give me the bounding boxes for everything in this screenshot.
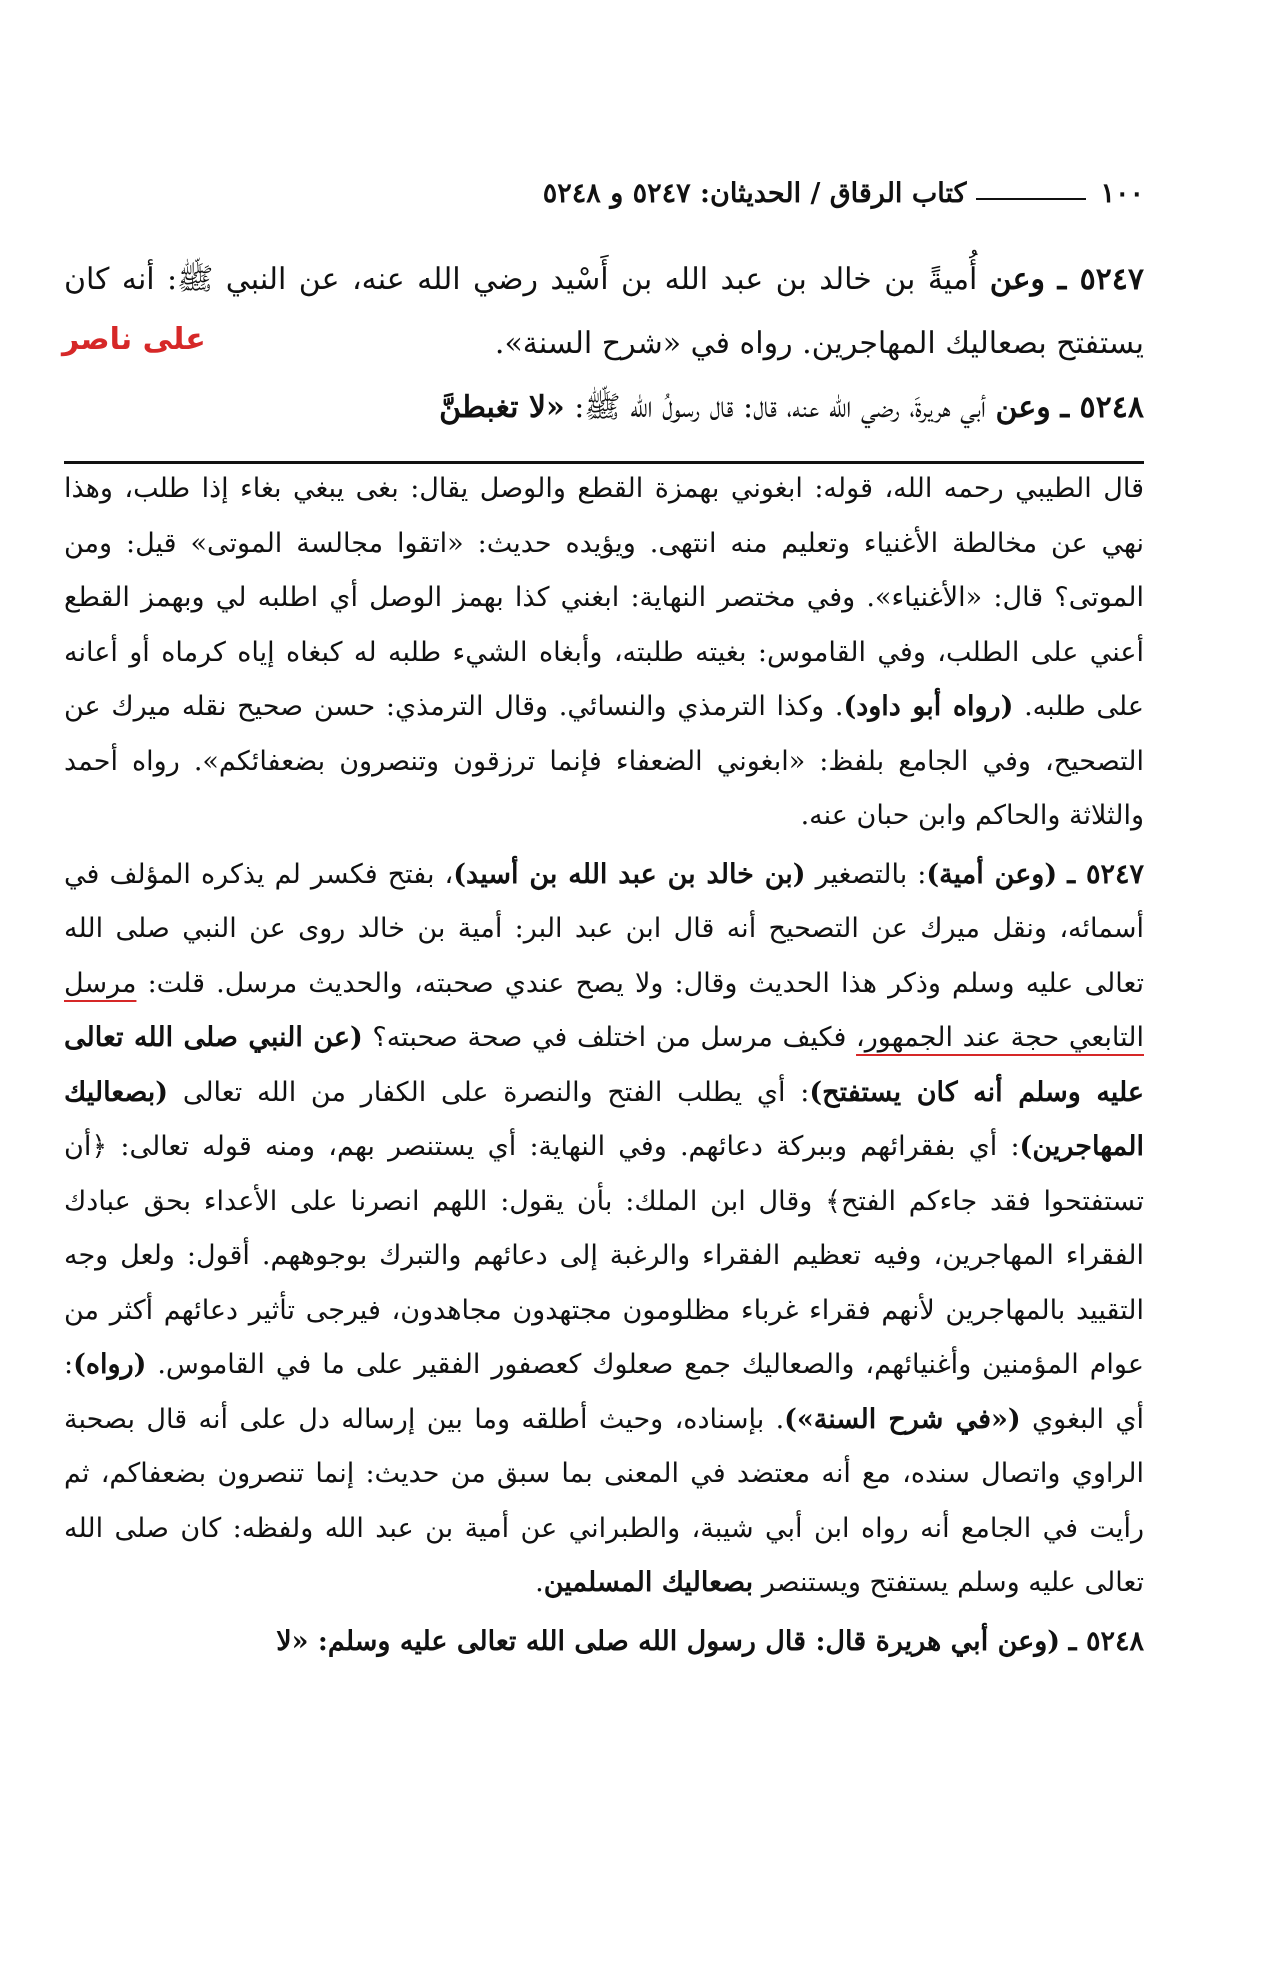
commentary-text: : أي البغوي [64,1349,1144,1435]
hadith-quote: «لا تغبطنَّ [439,390,565,425]
commentary-bold: («في شرح السنة») [784,1403,1021,1435]
commentary-text: فكيف مرسل من اختلف في صحة صحبته؟ [372,1022,847,1053]
commentary-bold: (بصعاليك المهاجرين) [64,1076,1144,1162]
hadith-lead: وعن [989,262,1046,297]
page-number: ١٠٠ [1100,177,1144,209]
commentary-bold: بصعاليك المسلمين [543,1567,754,1598]
commentary-text: . بإسناده، وحيث أطلقه وما بين إرساله دل على أنه قال بصحبة الراوي واتصال سنده، مع أنه معتضد في المعنى بما سبق من حديث: إنما تنصرون بضعفاكم، ثم رأيت في الجامع أنه رواه ابن أبي شيبة، والطبراني عن أمية بن عبد الله ولفظه: كان صلى الله تعالى عليه وسلم يستفتح ويستنصر [64,1403,1144,1598]
header-title: كتاب الرقاق / الحديثان: ٥٢٤٧ و ٥٢٤٨ [542,177,967,209]
commentary-intro [64,462,1144,844]
commentary [64,462,1144,1669]
hadith-5247 [64,248,1144,376]
commentary-text: : أي يطلب الفتح والنصرة على الكفار من الله تعالى [182,1076,810,1108]
commentary-number: ٥٢٤٨ ـ [1068,1625,1144,1657]
commentary-bold: (وعن أبي هريرة قال: قال رسول الله صلى الله تعالى عليه وسلم: «لا [276,1625,1061,1657]
commentary-bold: (رواه) [73,1349,147,1380]
commentary-bold: (رواه أبو داود) [843,691,1014,722]
header-rule [976,198,1086,200]
commentary-text: . [535,1567,544,1598]
hadith-5248 [64,376,1144,440]
hadith-number: ٥٢٤٨ ـ [1060,390,1144,425]
hadith-number: ٥٢٤٧ ـ [1057,262,1145,297]
commentary-text: . وكذا الترمذي والنسائي. وقال الترمذي: حسن صحيح نقله ميرك عن التصحيح، وفي الجامع بلفظ: «ابغوني الضعفاء فإنما ترزقون وتنصرون بضعفائكم». رواه أحمد والثلاثة والحاكم وابن حبان عنه. [64,691,1144,831]
commentary-text: ، بفتح فكسر لم يذكره المؤلف في أسمائه، ونقل ميرك عن التصحيح أنه قال ابن عبد البر: أمية بن خالد روى عن النبي صلى الله تعالى عليه وسلم وذكر هذا الحديث وقال: ولا يصح عندي صحبته، والحديث مرسل. قلت: [64,858,1144,999]
hadith-lead: وعن [995,390,1051,425]
commentary-5248 [64,1615,1144,1670]
handwritten-signature: على ناصر [62,322,206,357]
commentary-number: ٥٢٤٧ ـ [1067,858,1144,890]
commentary-bold: (عن النبي صلى الله تعالى عليه وسلم أنه كان يستفتح) [64,1022,1144,1108]
running-header [64,168,1144,218]
commentary-text: : أي بفقرائهم وببركة دعائهم. وفي النهاية: أي يستنصر بهم، ومنه قوله تعالى: ﴿أن تستفتحوا فقد جاءكم الفتح﴾ وقال ابن الملك: بأن يقول: اللهم انصرنا على الأعداء بحق عبادك الفقراء المهاجرين، وفيه تعظيم الفقراء والرغبة إلى دعائهم والتبرك بوجوههم. أقول: ولعل وجه التقييد بالمهاجرين لأنهم فقراء غرباء مظلومون مجتهدون مجاهدون، فيرجى تأثير دعائهم أكثر من عوام المؤمنين وأغنيائهم، والصعاليك جمع صعلوك كعصفور الفقير على ما في القاموس. [64,1131,1144,1380]
commentary-5247 [64,848,1144,1611]
commentary-text: : بالتصغير [815,858,927,890]
commentary-bold: (بن خالد بن عبد الله بن أسيد) [453,858,806,890]
hadith-body: أُميةً بن خالد بن عبد الله بن أَسْيد رضي الله عنه، عن النبي ﷺ: أنه كان يستفتح بصعاليك المهاجرين. رواه في «شرح السنة». [64,262,1144,361]
commentary-bold: (وعن أمية) [926,858,1058,890]
hadith-body: أبي هريرةَ، رضي الله عنه، قال: قال رسولُ الله ﷺ: [574,390,986,425]
underlined-phrase: مرسل التابعي حجة عند الجمهور، [64,967,1144,1053]
hadith-text [64,248,1144,440]
commentary-text: قال الطيبي رحمه الله، قوله: ابغوني بهمزة القطع والوصل يقال: بغى يبغي بغاء إذا طلب، وهذا نهي عن مخالطة الأغنياء وتعليم منه انتهى. ويؤيده حديث: «اتقوا مجالسة الموتى» قيل: ومن الموتى؟ قال: «الأغنياء». وفي مختصر النهاية: ابغني كذا بهمز الوصل أي اطلبه لي وبهمز القطع أعني على الطلب، وفي القاموس: بغيته طلبته، وأبغاه الشيء طلبه له كبغاه إياه كرماه أو أعانه على طلبه. [64,473,1144,722]
